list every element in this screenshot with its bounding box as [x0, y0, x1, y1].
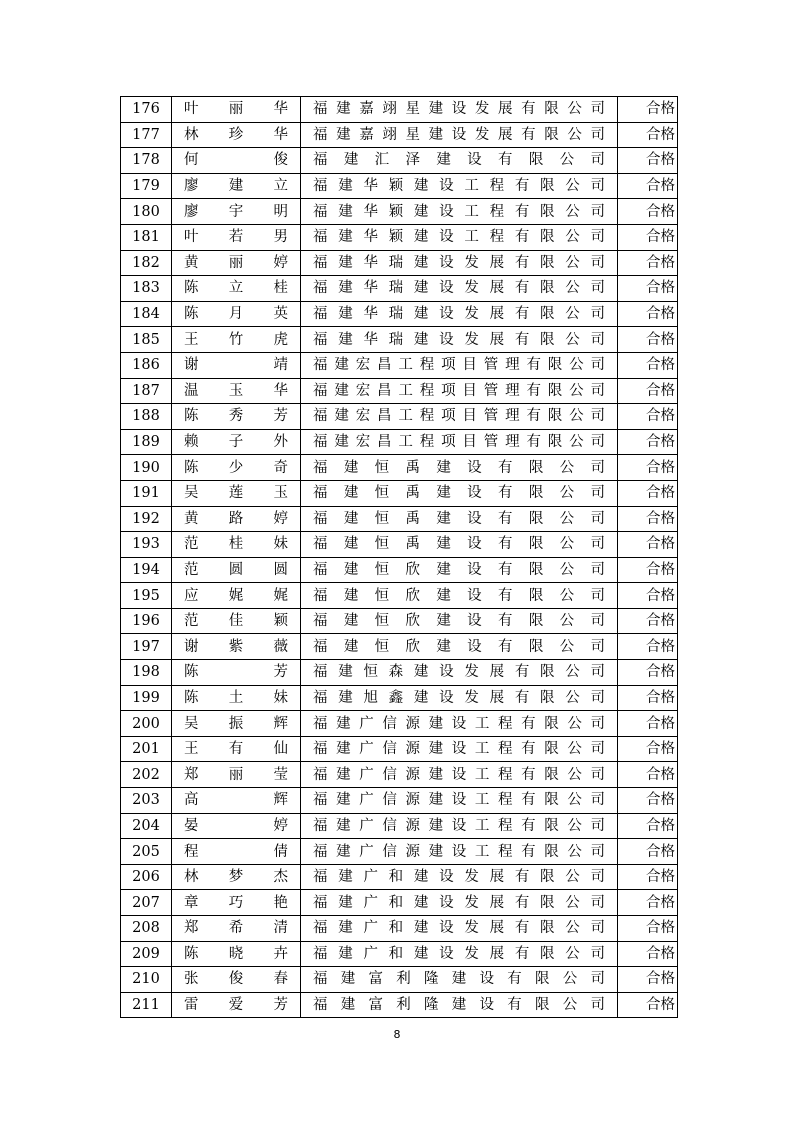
name-cell: 范桂妹	[172, 532, 301, 558]
name-cell: 廖建立	[172, 173, 301, 199]
table-row	[121, 173, 678, 199]
result-cell: 合格	[618, 327, 678, 353]
row-number-cell: 179	[121, 173, 172, 199]
row-number-cell: 198	[121, 660, 172, 686]
row-number-cell: 208	[121, 916, 172, 942]
name-cell: 何俊	[172, 148, 301, 174]
name-cell: 吴振辉	[172, 711, 301, 737]
company-cell: 福建恒欣建设有限公司	[301, 583, 618, 609]
name-cell: 温玉华	[172, 378, 301, 404]
row-number-cell: 207	[121, 890, 172, 916]
page-number: 8	[393, 1028, 401, 1041]
table-row	[121, 941, 678, 967]
name-cell: 陈晓卉	[172, 941, 301, 967]
company-cell: 福建宏昌工程项目管理有限公司	[301, 378, 618, 404]
result-cell: 合格	[618, 480, 678, 506]
company-cell: 福建广和建设发展有限公司	[301, 890, 618, 916]
results-table	[120, 96, 678, 1018]
row-number-cell: 197	[121, 634, 172, 660]
table-row	[121, 429, 678, 455]
name-cell: 黄路婷	[172, 506, 301, 532]
result-cell: 合格	[618, 788, 678, 814]
row-number-cell: 192	[121, 506, 172, 532]
row-number-cell: 211	[121, 992, 172, 1018]
table-row	[121, 608, 678, 634]
name-cell: 赖子外	[172, 429, 301, 455]
result-cell: 合格	[618, 916, 678, 942]
company-cell: 福建华颖建设工程有限公司	[301, 224, 618, 250]
company-cell: 福建恒禹建设有限公司	[301, 480, 618, 506]
row-number-cell: 191	[121, 480, 172, 506]
row-number-cell: 204	[121, 813, 172, 839]
name-cell: 陈月英	[172, 301, 301, 327]
table-row	[121, 199, 678, 225]
name-cell: 陈土妹	[172, 685, 301, 711]
name-cell: 范佳颖	[172, 608, 301, 634]
table-row	[121, 455, 678, 481]
table-row	[121, 685, 678, 711]
name-cell: 叶若男	[172, 224, 301, 250]
result-cell: 合格	[618, 890, 678, 916]
table-row	[121, 864, 678, 890]
name-cell: 晏婷	[172, 813, 301, 839]
row-number-cell: 181	[121, 224, 172, 250]
result-cell: 合格	[618, 762, 678, 788]
company-cell: 福建华瑞建设发展有限公司	[301, 250, 618, 276]
company-cell: 福建富利隆建设有限公司	[301, 967, 618, 993]
name-cell: 谢紫薇	[172, 634, 301, 660]
name-cell: 林梦杰	[172, 864, 301, 890]
table-body	[121, 97, 678, 1018]
company-cell: 福建恒欣建设有限公司	[301, 557, 618, 583]
name-cell: 陈立桂	[172, 276, 301, 302]
row-number-cell: 196	[121, 608, 172, 634]
company-cell: 福建华颖建设工程有限公司	[301, 199, 618, 225]
company-cell: 福建汇泽建设有限公司	[301, 148, 618, 174]
name-cell: 高辉	[172, 788, 301, 814]
company-cell: 福建广和建设发展有限公司	[301, 941, 618, 967]
name-cell: 张俊春	[172, 967, 301, 993]
table-row	[121, 224, 678, 250]
result-cell: 合格	[618, 864, 678, 890]
name-cell: 范圆圆	[172, 557, 301, 583]
name-cell: 王竹虎	[172, 327, 301, 353]
company-cell: 福建恒森建设发展有限公司	[301, 660, 618, 686]
table-row	[121, 762, 678, 788]
row-number-cell: 184	[121, 301, 172, 327]
row-number-cell: 209	[121, 941, 172, 967]
row-number-cell: 180	[121, 199, 172, 225]
row-number-cell: 182	[121, 250, 172, 276]
result-cell: 合格	[618, 122, 678, 148]
table-row	[121, 97, 678, 123]
result-cell: 合格	[618, 813, 678, 839]
table-row	[121, 327, 678, 353]
name-cell: 谢靖	[172, 352, 301, 378]
table-row	[121, 480, 678, 506]
row-number-cell: 195	[121, 583, 172, 609]
company-cell: 福建华瑞建设发展有限公司	[301, 276, 618, 302]
row-number-cell: 201	[121, 736, 172, 762]
company-cell: 福建华瑞建设发展有限公司	[301, 327, 618, 353]
result-cell: 合格	[618, 839, 678, 865]
row-number-cell: 183	[121, 276, 172, 302]
company-cell: 福建广信源建设工程有限公司	[301, 839, 618, 865]
row-number-cell: 187	[121, 378, 172, 404]
table-row	[121, 378, 678, 404]
name-cell: 应娓娓	[172, 583, 301, 609]
row-number-cell: 205	[121, 839, 172, 865]
table-row	[121, 352, 678, 378]
result-cell: 合格	[618, 583, 678, 609]
result-cell: 合格	[618, 378, 678, 404]
row-number-cell: 186	[121, 352, 172, 378]
table-row	[121, 276, 678, 302]
row-number-cell: 178	[121, 148, 172, 174]
name-cell: 吴莲玉	[172, 480, 301, 506]
company-cell: 福建广信源建设工程有限公司	[301, 762, 618, 788]
result-cell: 合格	[618, 660, 678, 686]
table-row	[121, 736, 678, 762]
row-number-cell: 189	[121, 429, 172, 455]
name-cell: 廖宇明	[172, 199, 301, 225]
company-cell: 福建嘉翊星建设发展有限公司	[301, 122, 618, 148]
name-cell: 叶丽华	[172, 97, 301, 123]
table-row	[121, 122, 678, 148]
company-cell: 福建广信源建设工程有限公司	[301, 736, 618, 762]
name-cell: 程倩	[172, 839, 301, 865]
row-number-cell: 200	[121, 711, 172, 737]
company-cell: 福建华颖建设工程有限公司	[301, 173, 618, 199]
result-cell: 合格	[618, 276, 678, 302]
company-cell: 福建宏昌工程项目管理有限公司	[301, 429, 618, 455]
table-row	[121, 583, 678, 609]
result-cell: 合格	[618, 429, 678, 455]
company-cell: 福建旭鑫建设发展有限公司	[301, 685, 618, 711]
company-cell: 福建富利隆建设有限公司	[301, 992, 618, 1018]
company-cell: 福建广信源建设工程有限公司	[301, 788, 618, 814]
row-number-cell: 188	[121, 404, 172, 430]
result-cell: 合格	[618, 455, 678, 481]
result-cell: 合格	[618, 404, 678, 430]
table-row	[121, 634, 678, 660]
company-cell: 福建恒欣建设有限公司	[301, 634, 618, 660]
table-row	[121, 557, 678, 583]
name-cell: 林珍华	[172, 122, 301, 148]
result-cell: 合格	[618, 967, 678, 993]
table-row	[121, 813, 678, 839]
result-cell: 合格	[618, 173, 678, 199]
name-cell: 陈少奇	[172, 455, 301, 481]
table-row	[121, 916, 678, 942]
name-cell: 陈芳	[172, 660, 301, 686]
table-row	[121, 404, 678, 430]
row-number-cell: 190	[121, 455, 172, 481]
result-cell: 合格	[618, 532, 678, 558]
name-cell: 章巧艳	[172, 890, 301, 916]
company-cell: 福建恒欣建设有限公司	[301, 608, 618, 634]
result-cell: 合格	[618, 352, 678, 378]
result-cell: 合格	[618, 301, 678, 327]
row-number-cell: 194	[121, 557, 172, 583]
row-number-cell: 177	[121, 122, 172, 148]
name-cell: 郑希清	[172, 916, 301, 942]
result-cell: 合格	[618, 941, 678, 967]
company-cell: 福建嘉翊星建设发展有限公司	[301, 97, 618, 123]
table-row	[121, 839, 678, 865]
table-row	[121, 148, 678, 174]
table-row	[121, 711, 678, 737]
row-number-cell: 199	[121, 685, 172, 711]
row-number-cell: 210	[121, 967, 172, 993]
table-row	[121, 506, 678, 532]
table-row	[121, 992, 678, 1018]
row-number-cell: 176	[121, 97, 172, 123]
table-row	[121, 967, 678, 993]
result-cell: 合格	[618, 506, 678, 532]
name-cell: 雷爱芳	[172, 992, 301, 1018]
name-cell: 陈秀芳	[172, 404, 301, 430]
company-cell: 福建宏昌工程项目管理有限公司	[301, 404, 618, 430]
row-number-cell: 193	[121, 532, 172, 558]
result-cell: 合格	[618, 736, 678, 762]
table-row	[121, 250, 678, 276]
result-cell: 合格	[618, 199, 678, 225]
company-cell: 福建华瑞建设发展有限公司	[301, 301, 618, 327]
company-cell: 福建广和建设发展有限公司	[301, 916, 618, 942]
result-cell: 合格	[618, 557, 678, 583]
row-number-cell: 203	[121, 788, 172, 814]
row-number-cell: 185	[121, 327, 172, 353]
result-cell: 合格	[618, 148, 678, 174]
company-cell: 福建恒禹建设有限公司	[301, 506, 618, 532]
result-cell: 合格	[618, 224, 678, 250]
row-number-cell: 202	[121, 762, 172, 788]
name-cell: 王有仙	[172, 736, 301, 762]
row-number-cell: 206	[121, 864, 172, 890]
name-cell: 黄丽婷	[172, 250, 301, 276]
company-cell: 福建恒禹建设有限公司	[301, 532, 618, 558]
result-cell: 合格	[618, 97, 678, 123]
table-row	[121, 660, 678, 686]
company-cell: 福建广和建设发展有限公司	[301, 864, 618, 890]
result-cell: 合格	[618, 685, 678, 711]
result-cell: 合格	[618, 250, 678, 276]
table-row	[121, 890, 678, 916]
table-row	[121, 788, 678, 814]
company-cell: 福建宏昌工程项目管理有限公司	[301, 352, 618, 378]
result-cell: 合格	[618, 634, 678, 660]
result-cell: 合格	[618, 608, 678, 634]
result-cell: 合格	[618, 992, 678, 1018]
company-cell: 福建恒禹建设有限公司	[301, 455, 618, 481]
company-cell: 福建广信源建设工程有限公司	[301, 711, 618, 737]
company-cell: 福建广信源建设工程有限公司	[301, 813, 618, 839]
table-row	[121, 301, 678, 327]
name-cell: 郑丽莹	[172, 762, 301, 788]
result-cell: 合格	[618, 711, 678, 737]
table-row	[121, 532, 678, 558]
